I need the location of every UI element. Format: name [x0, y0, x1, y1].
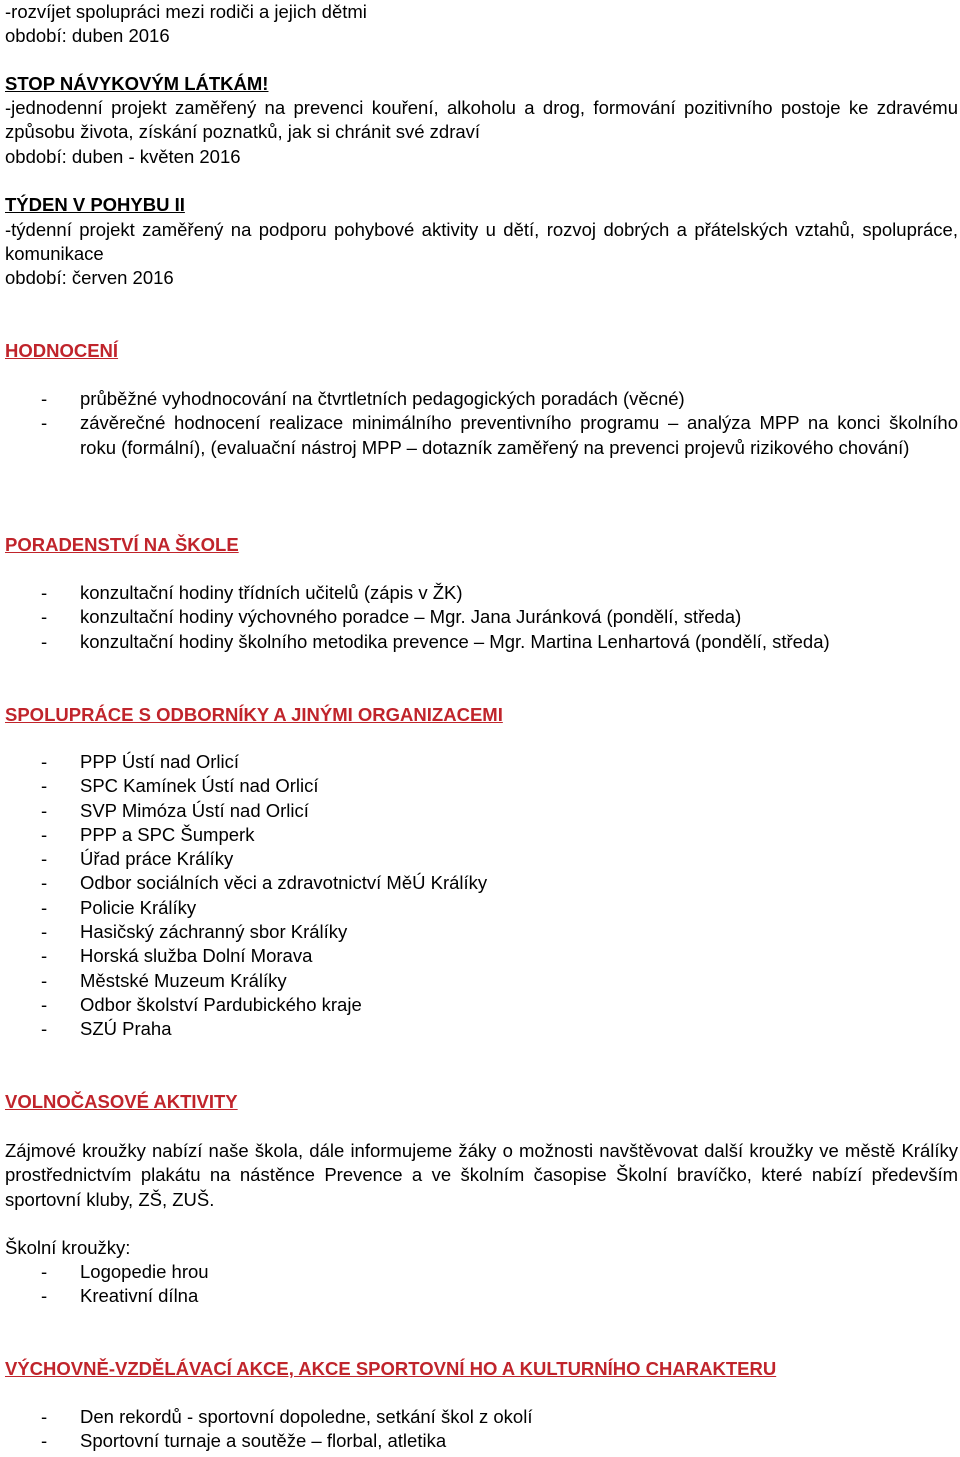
list-marker: -	[41, 630, 48, 652]
list-item	[5, 1284, 958, 1308]
list-item-text: konzultační hodiny výchovného poradce – Mgr. Jana Juránková (pondělí, středa)	[80, 606, 742, 628]
list-marker: -	[41, 1406, 48, 1427]
list-marker: -	[41, 945, 48, 967]
list-item-text: Kreativní dílna	[80, 1285, 199, 1307]
list-item-text: Odbor sociálních věci a zdravotnictví MěÚ Králíky	[80, 872, 488, 894]
list-marker: -	[41, 1261, 48, 1282]
list-item-text: konzultační hodiny školního metodika prevence – Mgr. Martina Lenhartová (pondělí, středa)	[80, 630, 830, 652]
list-item-text: SPC Kamínek Ústí nad Orlicí	[80, 775, 319, 797]
list-marker: -	[41, 751, 48, 772]
hodnoceni-list	[5, 387, 958, 460]
tyden-period: období: červen 2016	[5, 267, 174, 288]
stop-period: období: duben - květen 2016	[5, 146, 241, 167]
list-item	[5, 993, 958, 1017]
list-item-text: Den rekordů - sportovní dopoledne, setkání škol z okolí	[80, 1406, 533, 1427]
list-item-text: SVP Mimóza Ústí nad Orlicí	[80, 799, 309, 821]
list-item	[5, 799, 958, 823]
list-item	[5, 1429, 958, 1453]
list-item-text: konzultační hodiny třídních učitelů (zápis v ŽK)	[80, 582, 463, 603]
list-item-text: Městské Muzeum Králíky	[80, 969, 287, 991]
list-marker: -	[41, 606, 48, 628]
list-item	[5, 896, 958, 920]
list-item-text: Policie Králíky	[80, 896, 197, 918]
list-marker: -	[41, 969, 48, 991]
list-item	[5, 581, 958, 605]
list-item	[5, 823, 958, 847]
list-marker: -	[41, 896, 48, 918]
intro-period: období: duben 2016	[5, 25, 170, 46]
list-marker: -	[41, 412, 48, 434]
tyden-title: TÝDEN V POHYBU II	[5, 194, 185, 215]
list-marker: -	[41, 775, 48, 797]
list-item	[5, 774, 958, 798]
list-item	[5, 920, 958, 944]
list-item	[5, 630, 958, 654]
spoluprace-list	[5, 750, 958, 1042]
list-item-text: PPP Ústí nad Orlicí	[80, 751, 240, 772]
list-marker: -	[41, 582, 48, 603]
list-item	[5, 944, 958, 968]
list-marker: -	[41, 1018, 48, 1040]
list-item-text: závěrečné hodnocení realizace minimálního preventivního programu – analýza MPP na konci školního roku (formální), (evaluační nástroj MPP – dotazník zaměřený na prevenci projevů rizikového chování)	[80, 412, 958, 458]
stop-title: STOP NÁVYKOVÝM LÁTKÁM!	[5, 73, 269, 94]
hodnoceni-title: HODNOCENÍ	[5, 340, 119, 361]
list-item	[5, 969, 958, 993]
list-item-text: Hasičský záchranný sbor Králíky	[80, 921, 348, 943]
list-item-text: Sportovní turnaje a soutěže – florbal, atletika	[80, 1430, 447, 1452]
list-item-text: Logopedie hrou	[80, 1261, 209, 1282]
list-marker: -	[41, 872, 48, 894]
list-item-text: Úřad práce Králíky	[80, 848, 234, 870]
list-marker: -	[41, 1285, 48, 1307]
list-item-text: průběžné vyhodnocování na čtvrtletních pedagogických poradách (věcné)	[80, 388, 685, 409]
poradenstvi-title: PORADENSTVÍ NA ŠKOLE	[5, 534, 239, 555]
list-marker: -	[41, 848, 48, 870]
poradenstvi-list	[5, 581, 958, 654]
list-item-text: Odbor školství Pardubického kraje	[80, 993, 362, 1015]
list-marker: -	[41, 1430, 48, 1452]
list-item	[5, 1017, 958, 1041]
akce-list	[5, 1405, 958, 1454]
list-item	[5, 411, 958, 460]
list-item	[5, 387, 958, 411]
spoluprace-title: SPOLUPRÁCE S ODBORNÍKY A JINÝMI ORGANIZACEMI	[5, 704, 503, 725]
volnocasove-text: Zájmové kroužky nabízí naše škola, dále informujeme žáky o možnosti navštěvovat další kroužky ve městě Králíky prostřednictvím plakátu na nástěnce Prevence a ve školním časopise Školní bravíčko, které nabízí především sportovní kluby, ZŠ, ZUŠ.	[5, 1140, 958, 1210]
list-item-text: PPP a SPC Šumperk	[80, 823, 255, 845]
krouzky-list	[5, 1260, 958, 1309]
akce-title: VÝCHOVNĚ-VZDĚLÁVACÍ AKCE, AKCE SPORTOVNÍ HO A KULTURNÍHO CHARAKTERU	[5, 1358, 777, 1379]
krouzky-label: Školní kroužky:	[5, 1237, 131, 1258]
list-item	[5, 1260, 958, 1284]
list-marker: -	[41, 799, 48, 821]
list-item	[5, 750, 958, 774]
volnocasove-title: VOLNOČASOVÉ AKTIVITY	[5, 1091, 238, 1112]
stop-text: -jednodenní projekt zaměřený na prevenci kouření, alkoholu a drog, formování pozitivního postoje ke zdravému způsobu života, získání poznatků, jak si chránit své zdraví	[5, 97, 958, 143]
list-item	[5, 847, 958, 871]
list-marker: -	[41, 993, 48, 1015]
list-item-text: Horská služba Dolní Morava	[80, 945, 313, 967]
list-item	[5, 605, 958, 629]
list-item	[5, 871, 958, 895]
list-item	[5, 1405, 958, 1429]
tyden-text: -týdenní projekt zaměřený na podporu pohybové aktivity u dětí, rozvoj dobrých a přátelských vztahů, spolupráce, komunikace	[5, 219, 958, 265]
list-marker: -	[41, 921, 48, 943]
list-marker: -	[41, 388, 48, 409]
list-marker: -	[41, 823, 48, 845]
intro-line-1: -rozvíjet spolupráci mezi rodiči a jejich dětmi	[5, 1, 367, 22]
list-item-text: SZÚ Praha	[80, 1018, 172, 1040]
